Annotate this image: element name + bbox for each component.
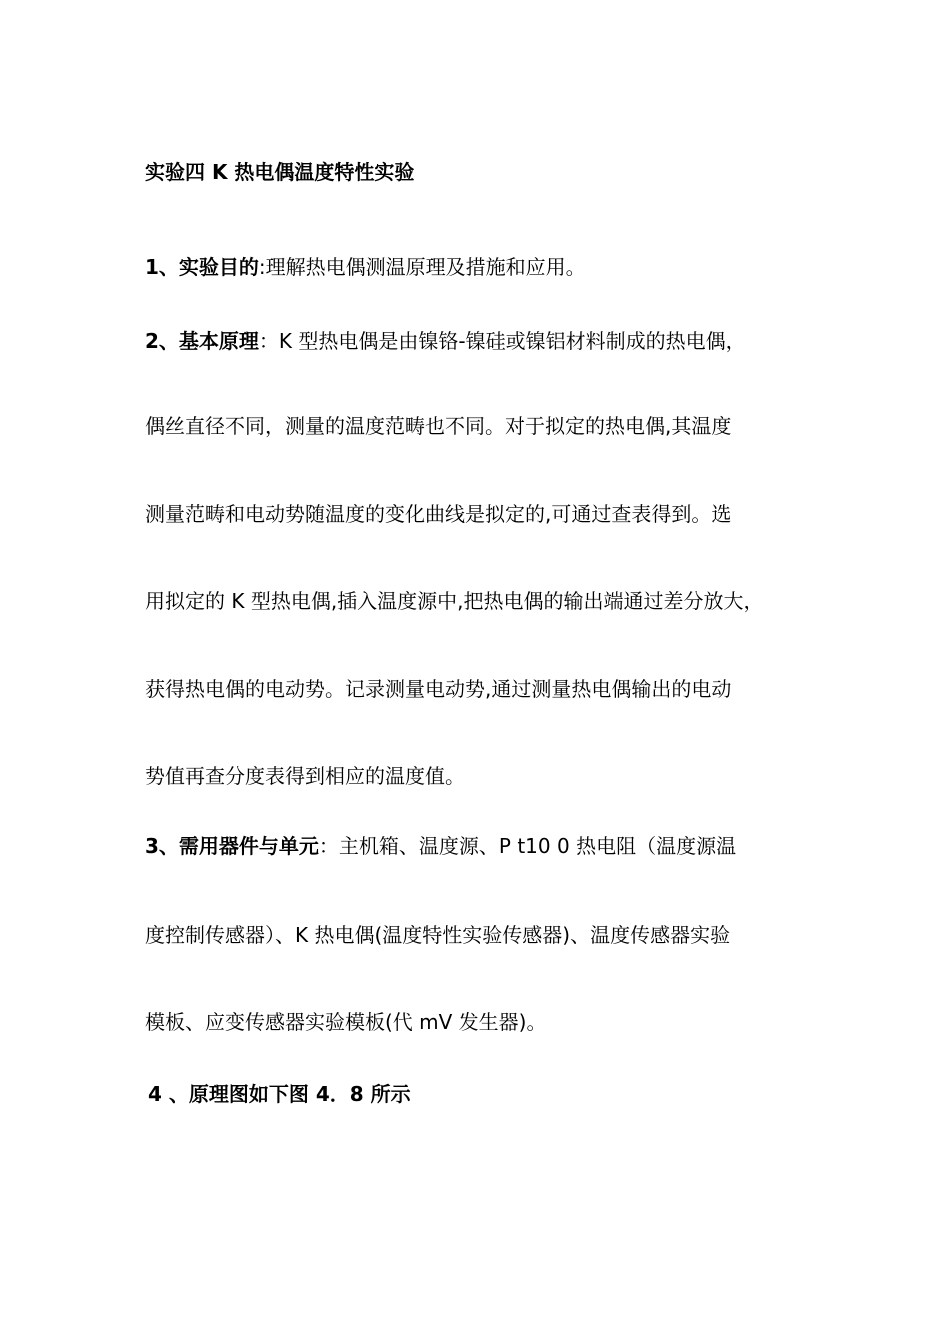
section-2-line: 测量范畴和电动势随温度的变化曲线是拟定的,可通过查表得到。选	[145, 502, 732, 526]
section-2-line: 获得热电偶的电动势。记录测量电动势,通过测量热电偶输出的电动	[145, 677, 732, 701]
section-2-label: 2、基本原理	[145, 329, 259, 353]
section-2-line: 势值再查分度表得到相应的温度值。	[145, 764, 465, 788]
section-2-line: 用拟定的 K 型热电偶,插入温度源中,把热电偶的输出端通过差分放大，	[145, 589, 764, 613]
section-1-text: :理解热电偶测温原理及措施和应用。	[258, 255, 586, 279]
section-1-purpose	[145, 253, 825, 281]
section-3-label: 3、需用器件与单元	[145, 834, 319, 858]
section-3-equipment	[145, 832, 825, 860]
section-3-line: 度控制传感器）、K 热电偶(温度特性实验传感器)、温度传感器实验	[145, 923, 731, 947]
section-2-line: ：K 型热电偶是由镍铬-镍硅或镍铝材料制成的热电偶，	[258, 329, 746, 353]
section-3-line: ：主机箱、温度源、P t10 0 热电阻（温度源温	[318, 834, 737, 858]
section-2-line: 偶丝直径不同，测量的温度范畴也不同。对于拟定的热电偶,其温度	[145, 414, 732, 438]
section-4-heading: 4 、原理图如下图 4．8 所示	[148, 1082, 411, 1106]
section-2-principle	[145, 327, 825, 355]
section-1-label: 1、实验目的	[145, 255, 259, 279]
page-title: 实验四 K 热电偶温度特性实验	[145, 160, 415, 184]
section-3-line: 模板、应变传感器实验模板(代 mV 发生器)。	[145, 1010, 547, 1034]
